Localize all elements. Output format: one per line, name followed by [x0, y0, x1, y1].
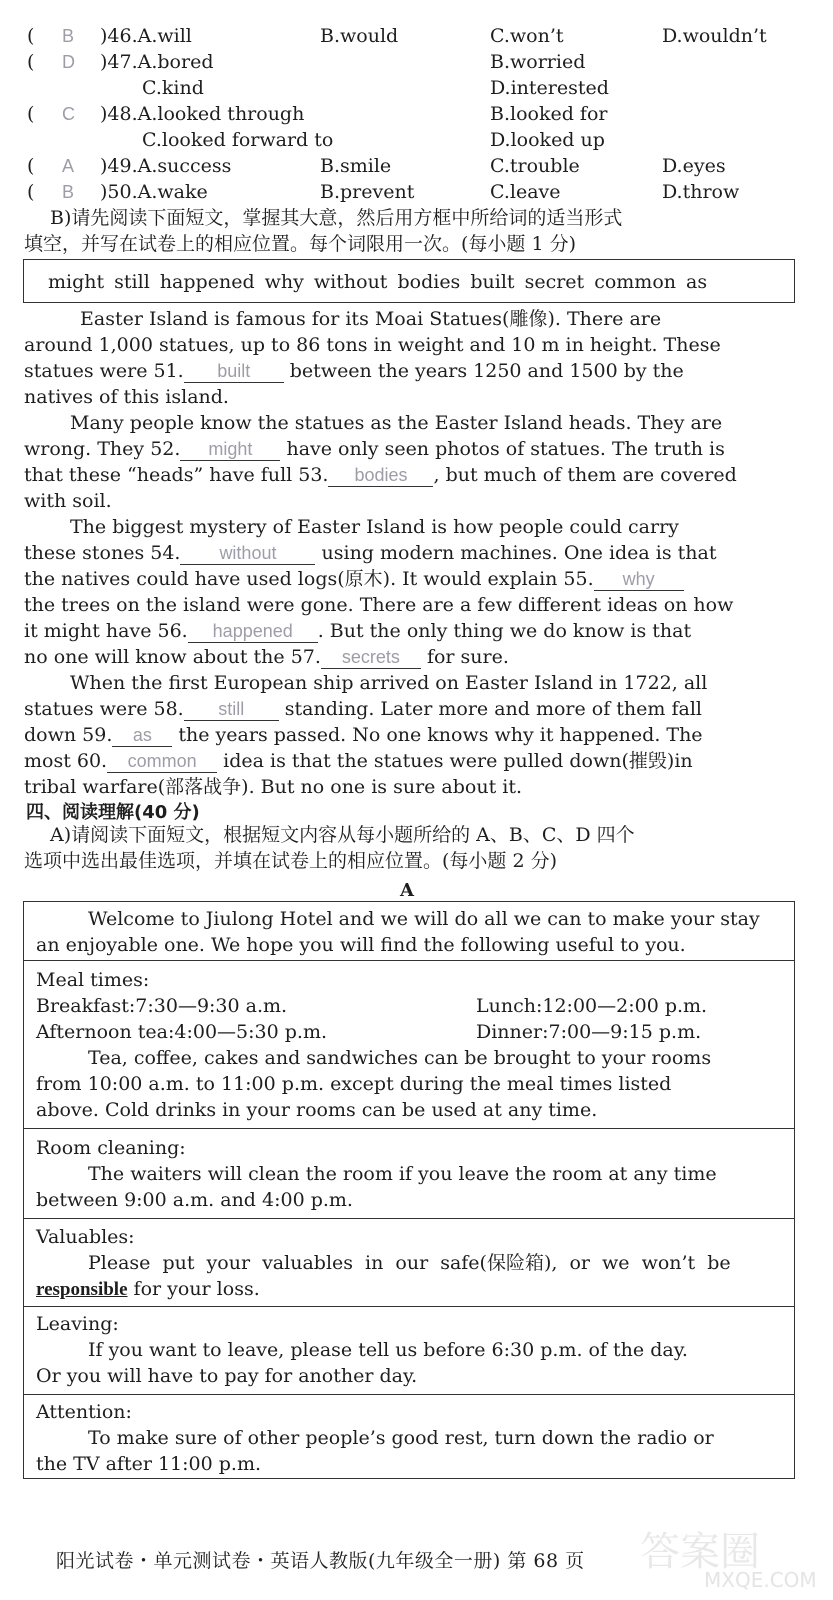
blank-60: common — [107, 750, 217, 773]
blank-52: might — [180, 438, 280, 461]
word-bank: might still happened why without bodies built secret common as — [23, 259, 795, 303]
cloze-passage: Easter Island is famous for its Moai Statues(雕像). There are around 1,000 statues, up to 86 tons in weight and 10 m in height. These statues were 51. built between the years 1250 and 1500 by the natives of this island. Many people know the statues as the Easter Island heads. They are wrong. They 52. might have only seen photos of statues. The truth is that these “heads” have full 53. bodies , but much of them are covered with soil. The biggest mystery of Easter Island is how people could carry these stones 54. without using modern machines. One idea is that the natives could have used logs(原木). It would explain 55. why the trees on the island were gone. There are a few different ideas on how it might have 56. happened . But the only thing we do know is that no one will know about the 57. secrets for sure. When the first European ship arrived on Easter Island in 1722, all statues were 58. still standing. Later more and more of them fall down 59. as the years passed. No one knows why it happened. The most 60. common idea is that the statues were pulled down(摧毁)in tribal warfare(部落战争). But no one is sure about it. — [24, 308, 737, 798]
notice-meal-times: Meal times: Breakfast:7:30—9:30 a.m. Lunch:12:00—2:00 p.m. Afternoon tea:4:00—5:30 p.m. Dinner:7:00—9:15 p.m. Tea, coffee, cakes and sandwiches can be brought to your rooms from 10:00 a.m. to 11:00 p.m. except during the meal times listed above. Cold drinks in your rooms can be used at any time. — [24, 960, 794, 1128]
section-heading: 四、阅读理解(40 分) — [26, 802, 200, 823]
blank-54: without — [180, 542, 315, 565]
watermark-logo: 答案圈 — [640, 1529, 760, 1575]
question-47: ( D )47.A.bored B.worried — [27, 51, 586, 73]
watermark-url: MXQE.COM — [704, 1568, 817, 1592]
answer-mark: D — [62, 52, 75, 72]
blank-58: still — [184, 698, 279, 721]
notice-welcome: Welcome to Jiulong Hotel and we will do all we can to make your stay an enjoyable one. We hope you will find the following useful to you. — [36, 908, 760, 956]
question-48: ( C )48.A.looked through B.looked for — [27, 103, 608, 125]
question-46: ( B )46.A.will B.would C.won’t D.wouldn’t — [27, 25, 767, 47]
blank-59: as — [112, 724, 172, 747]
answer-mark: B — [62, 26, 75, 46]
answer-mark: A — [62, 156, 75, 176]
hotel-notice-table — [23, 901, 795, 1479]
section-instructions: A)请阅读下面短文，根据短文内容从每小题所给的 A、B、C、D 四个 选项中选出最佳选项，并填在试卷上的相应位置。(每小题 2 分) — [24, 824, 635, 872]
blank-57: secrets — [321, 646, 421, 669]
question-47-options: C.kind D.interested — [142, 77, 609, 99]
question-48-options: C.looked forward to D.looked up — [142, 129, 605, 151]
notice-room-cleaning: Room cleaning: The waiters will clean the room if you leave the room at any time between 9:00 a.m. and 4:00 p.m. — [24, 1128, 794, 1218]
answer-mark: C — [62, 104, 75, 124]
question-49: ( A )49.A.success B.smile C.trouble D.eyes — [27, 155, 726, 177]
notice-attention: Attention: To make sure of other people’s good rest, turn down the radio or the TV after 11:00 p.m. — [24, 1394, 794, 1480]
blank-56: happened — [188, 620, 318, 643]
blank-55: why — [594, 568, 684, 591]
notice-valuables: Valuables: Please put your valuables in our safe(保险箱), or we won’t be responsible for your loss. — [24, 1218, 794, 1306]
keyword-responsible: responsible — [36, 1279, 128, 1300]
notice-leaving: Leaving: If you want to leave, please tell us before 6:30 p.m. of the day. Or you will have to pay for another day. — [24, 1306, 794, 1394]
passage-label: A — [400, 880, 414, 901]
partB-instructions: B)请先阅读下面短文，掌握其大意，然后用方框中所给词的适当形式 填空，并写在试卷上的相应位置。每个词限用一次。(每小题 1 分) — [24, 207, 623, 255]
answer-mark: B — [62, 182, 75, 202]
question-50: ( B )50.A.wake B.prevent C.leave D.throw — [27, 181, 740, 203]
blank-53: bodies — [328, 464, 433, 487]
page-footer: 阳光试卷・单元测试卷・英语人教版(九年级全一册) 第 68 页 — [56, 1550, 585, 1572]
blank-51: built — [184, 360, 284, 383]
